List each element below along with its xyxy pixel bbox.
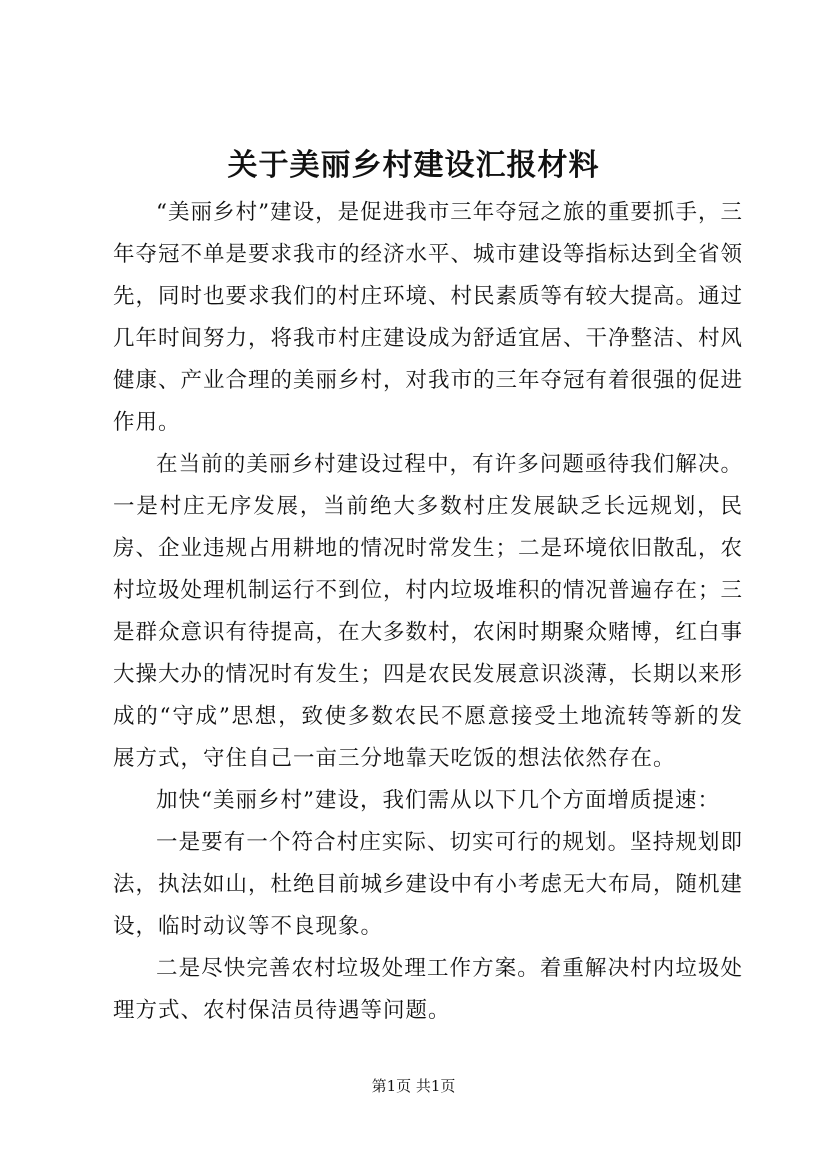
paragraph-measures-intro: 加快“美丽乡村”建设，我们需从以下几个方面增质提速： bbox=[156, 788, 720, 813]
paragraph-problems: 在当前的美丽乡村建设过程中，有许多问题亟待我们解决。一是村庄无序发展，当前绝大多数村庄发展缺乏长远规划，民房、企业违规占用耕地的情况时常发生；二是环境依旧散乱，农村垃圾处理机制运行不到位，村内垃圾堆积的情况普遍存在；三是群众意识有待提高，在大多数村，农闲时期聚众赌博，红白事大操大办的情况时有发生；四是农民发展意识淡薄，长期以来形成的“守成”思想，致使多数农民不愿意接受土地流转等新的发展方式，守住自己一亩三分地靠天吃饭的想法依然存在。 bbox=[113, 452, 744, 771]
document-body bbox=[113, 192, 743, 1032]
paragraph-intro: “美丽乡村”建设，是促进我市三年夺冠之旅的重要抓手，三年夺冠不单是要求我市的经济水平、城市建设等指标达到全省领先，同时也要求我们的村庄环境、村民素质等有较大提高。通过几年时间努力，将我市村庄建设成为舒适宜居、干净整洁、村风健康、产业合理的美丽乡村，对我市的三年夺冠有着很强的促进作用。 bbox=[113, 200, 744, 435]
page-number-footer: 第1页 共1页 bbox=[371, 1077, 456, 1095]
document-title: 关于美丽乡村建设汇报材料 bbox=[227, 148, 600, 183]
paragraph-measure-2: 二是尽快完善农村垃圾处理工作方案。着重解决村内垃圾处理方式、农村保洁员待遇等问题。 bbox=[113, 956, 743, 1023]
paragraph-measure-1: 一是要有一个符合村庄实际、切实可行的规划。坚持规划即法，执法如山，杜绝目前城乡建设中有小考虑无大布局，随机建设，临时动议等不良现象。 bbox=[113, 830, 744, 939]
